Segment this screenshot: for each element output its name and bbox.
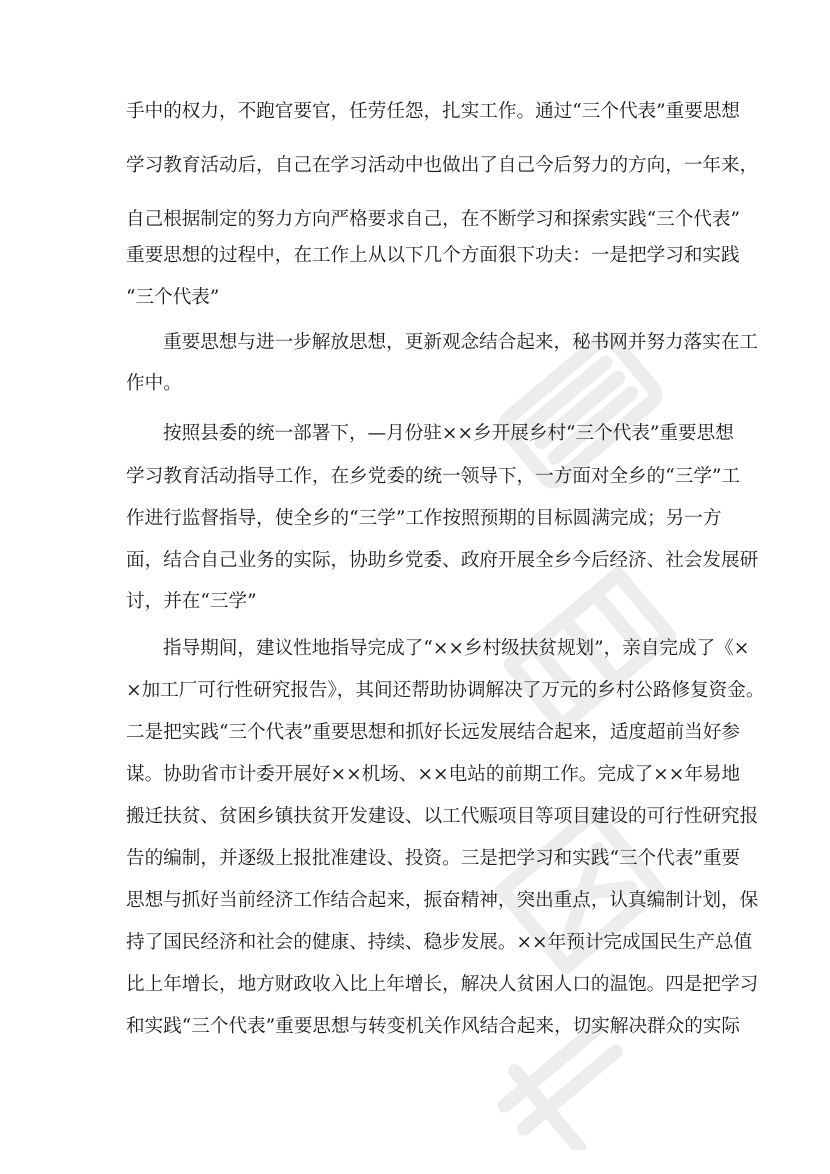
text-line: 学习教育活动指导工作，在乡党委的统一领导下，一方面对全乡的“三学”工 xyxy=(126,466,741,487)
text-line: 学习教育活动后，自己在学习活动中也做出了自己今后努力的方向，一年来， xyxy=(126,155,759,176)
text-line: 自己根据制定的努力方向严格要求自己，在不断学习和探索实践“三个代表” xyxy=(126,209,741,230)
text-line: 比上年增长，地方财政收入比上年增长，解决人贫困人口的温饱。四是把学习 xyxy=(126,974,759,995)
paragraph-first-line: 按照县委的统一部署下，—月份驻××乡开展乡村“三个代表”重要思想 xyxy=(163,423,734,444)
text-line: “三个代表” xyxy=(126,287,220,308)
text-line: 和实践“三个代表”重要思想与转变机关作风结合起来，切实解决群众的实际 xyxy=(126,1016,741,1037)
text-line: 二是把实践“三个代表”重要思想和抓好长远发展结合起来，适度超前当好参 xyxy=(126,722,741,743)
text-line: 讨，并在“三学” xyxy=(126,591,257,612)
text-line: 告的编制，并逐级上报批准建设、投资。三是把学习和实践“三个代表”重要 xyxy=(126,848,741,869)
text-line: ×加工厂可行性研究报告》，其间还帮助协调解决了万元的乡村公路修复资金。 xyxy=(126,680,765,701)
text-line: 谋。协助省市计委开展好××机场、××电站的前期工作。完成了××年易地 xyxy=(126,764,741,785)
paragraph-first-line: 指导期间，建议性地指导完成了“××乡村级扶贫规划”，亲自完成了《× xyxy=(163,638,750,659)
text-line: 搬迁扶贫、贫困乡镇扶贫开发建设、以工代赈项目等项目建设的可行性研究报 xyxy=(126,806,759,827)
text-line: 作中。 xyxy=(126,373,182,394)
text-line: 思想与抓好当前经济工作结合起来，振奋精神，突出重点，认真编制计划，保 xyxy=(126,890,759,911)
text-line: 手中的权力，不跑官要官，任劳任怨，扎实工作。通过“三个代表”重要思想 xyxy=(126,101,741,122)
text-line: 面，结合自己业务的实际，协助乡党委、政府开展全乡今后经济、社会发展研 xyxy=(126,550,759,571)
text-line: 重要思想的过程中，在工作上从以下几个方面狠下功夫：一是把学习和实践 xyxy=(126,245,740,266)
paragraph-first-line: 重要思想与进一步解放思想，更新观念结合起来，秘书网并努力落实在工 xyxy=(163,332,759,353)
text-line: 持了国民经济和社会的健康、持续、稳步发展。××年预计完成国民生产总值 xyxy=(126,932,753,953)
text-line: 作进行监督指导，使全乡的“三学”工作按照预期的目标圆满完成；另一方 xyxy=(126,508,722,529)
